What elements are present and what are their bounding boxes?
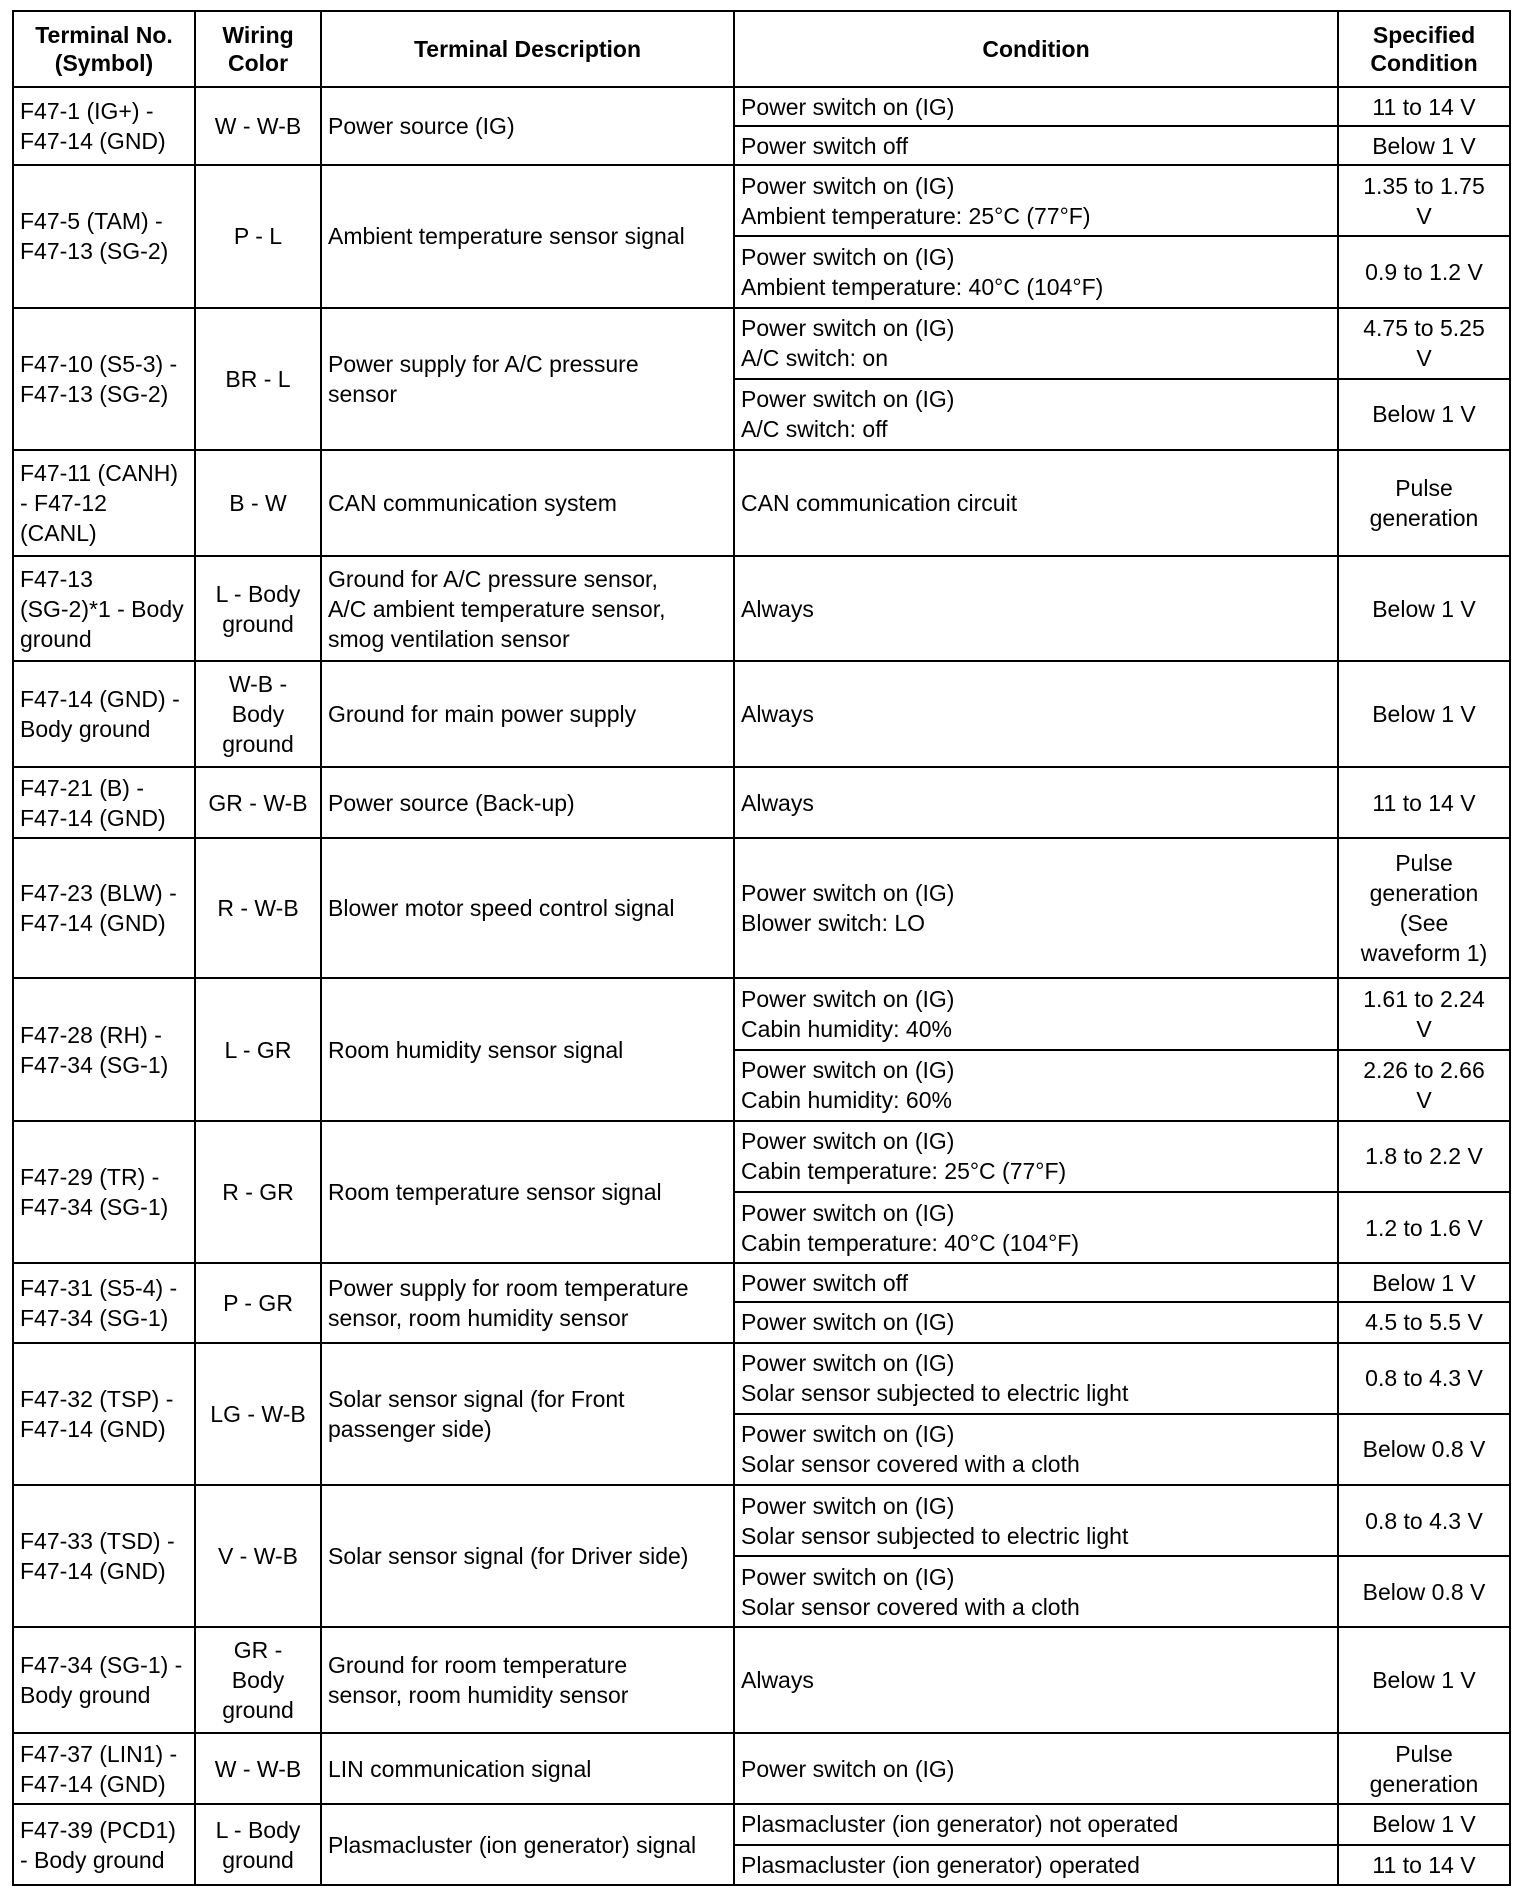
wiring-color-cell: R - W-B [195,838,321,978]
description-cell: Solar sensor signal (for Front passenger side) [321,1343,734,1485]
terminal-cell: F47-29 (TR) - F47-34 (SG-1) [13,1121,195,1263]
terminal-cell: F47-31 (S5-4) - F47-34 (SG-1) [13,1263,195,1342]
table-row [13,1121,1510,1192]
wiring-color-cell: L - GR [195,978,321,1120]
description-cell: Ground for room temperature sensor, room humidity sensor [321,1627,734,1733]
terminal-cell: F47-1 (IG+) - F47-14 (GND) [13,87,195,165]
wiring-color-cell: LG - W-B [195,1343,321,1485]
table-row [13,1804,1510,1844]
description-cell: Plasmacluster (ion generator) signal [321,1804,734,1885]
wiring-color-cell: W - W-B [195,87,321,165]
specified-condition-cell: 1.35 to 1.75 V [1338,165,1510,236]
table-row [13,165,1510,236]
condition-cell: Power switch on (IG) [734,1302,1338,1342]
wiring-color-cell: P - GR [195,1263,321,1342]
table-row [13,308,1510,379]
terminal-cell: F47-21 (B) - F47-14 (GND) [13,767,195,838]
specified-condition-cell: 2.26 to 2.66 V [1338,1050,1510,1121]
header-condition: Condition [734,11,1338,87]
wiring-color-cell: V - W-B [195,1485,321,1627]
wiring-color-cell: W - W-B [195,1733,321,1804]
terminal-cell: F47-33 (TSD) - F47-14 (GND) [13,1485,195,1627]
condition-cell: Power switch on (IG) Cabin humidity: 60% [734,1050,1338,1121]
terminal-spec-table [12,10,1511,1886]
specified-condition-cell: 0.8 to 4.3 V [1338,1343,1510,1414]
table-row [13,1263,1510,1302]
condition-cell: Always [734,1627,1338,1733]
table-row [13,450,1510,556]
wiring-color-cell: B - W [195,450,321,556]
condition-cell: Power switch on (IG) Blower switch: LO [734,838,1338,978]
specified-condition-cell: Below 1 V [1338,126,1510,165]
description-cell: Blower motor speed control signal [321,838,734,978]
condition-cell: Power switch off [734,126,1338,165]
description-cell: Ambient temperature sensor signal [321,165,734,307]
wiring-color-cell: GR - Body ground [195,1627,321,1733]
specified-condition-cell: 1.2 to 1.6 V [1338,1192,1510,1263]
condition-cell: Power switch on (IG) Solar sensor subjected to electric light [734,1485,1338,1556]
wiring-color-cell: GR - W-B [195,767,321,838]
condition-cell: Power switch off [734,1263,1338,1302]
terminal-cell: F47-13 (SG-2)*1 - Body ground [13,556,195,662]
specified-condition-cell: 4.75 to 5.25 V [1338,308,1510,379]
table-row [13,661,1510,767]
specified-condition-cell: 11 to 14 V [1338,767,1510,838]
specified-condition-cell: Below 0.8 V [1338,1414,1510,1485]
condition-cell: Power switch on (IG) Cabin temperature: 25°C (77°F) [734,1121,1338,1192]
description-cell: Power supply for room temperature sensor, room humidity sensor [321,1263,734,1342]
wiring-color-cell: L - Body ground [195,1804,321,1885]
description-cell: Ground for main power supply [321,661,734,767]
terminal-cell: F47-10 (S5-3) - F47-13 (SG-2) [13,308,195,450]
specified-condition-cell: 0.9 to 1.2 V [1338,236,1510,307]
wiring-color-cell: R - GR [195,1121,321,1263]
condition-cell: Power switch on (IG) [734,1733,1338,1804]
condition-cell: Power switch on (IG) Solar sensor covered with a cloth [734,1556,1338,1627]
wiring-color-cell: BR - L [195,308,321,450]
condition-cell: Plasmacluster (ion generator) not operated [734,1804,1338,1844]
wiring-color-cell: W-B - Body ground [195,661,321,767]
condition-cell: Power switch on (IG) Ambient temperature: 40°C (104°F) [734,236,1338,307]
specified-condition-cell: 4.5 to 5.5 V [1338,1302,1510,1342]
condition-cell: Plasmacluster (ion generator) operated [734,1845,1338,1885]
terminal-cell: F47-37 (LIN1) - F47-14 (GND) [13,1733,195,1804]
terminal-cell: F47-23 (BLW) - F47-14 (GND) [13,838,195,978]
header-specified-condition: Specified Condition [1338,11,1510,87]
specified-condition-cell: 1.8 to 2.2 V [1338,1121,1510,1192]
specified-condition-cell: Below 1 V [1338,1804,1510,1844]
header-terminal: Terminal No. (Symbol) [13,11,195,87]
terminal-cell: F47-11 (CANH) - F47-12 (CANL) [13,450,195,556]
condition-cell: Always [734,556,1338,662]
specified-condition-cell: Below 0.8 V [1338,1556,1510,1627]
terminal-cell: F47-34 (SG-1) - Body ground [13,1627,195,1733]
terminal-cell: F47-14 (GND) - Body ground [13,661,195,767]
description-cell: Power supply for A/C pressure sensor [321,308,734,450]
wiring-color-cell: P - L [195,165,321,307]
specified-condition-cell: 11 to 14 V [1338,87,1510,126]
terminal-cell: F47-5 (TAM) - F47-13 (SG-2) [13,165,195,307]
specified-condition-cell: Below 1 V [1338,661,1510,767]
terminal-cell: F47-28 (RH) - F47-34 (SG-1) [13,978,195,1120]
description-cell: LIN communication signal [321,1733,734,1804]
table-row [13,1627,1510,1733]
table-row [13,767,1510,838]
condition-cell: Power switch on (IG) Cabin humidity: 40% [734,978,1338,1049]
specified-condition-cell: 1.61 to 2.24 V [1338,978,1510,1049]
table-row [13,87,1510,126]
specified-condition-cell: Pulse generation [1338,1733,1510,1804]
description-cell: Room temperature sensor signal [321,1121,734,1263]
specified-condition-cell: Pulse generation (See waveform 1) [1338,838,1510,978]
header-description: Terminal Description [321,11,734,87]
terminal-cell: F47-39 (PCD1) - Body ground [13,1804,195,1885]
condition-cell: Power switch on (IG) [734,87,1338,126]
condition-cell: Power switch on (IG) Ambient temperature: 25°C (77°F) [734,165,1338,236]
table-row [13,1343,1510,1414]
specified-condition-cell: Below 1 V [1338,1263,1510,1302]
condition-cell: Power switch on (IG) A/C switch: on [734,308,1338,379]
table-row [13,978,1510,1049]
description-cell: Power source (Back-up) [321,767,734,838]
table-body [13,87,1510,1885]
description-cell: CAN communication system [321,450,734,556]
table-row [13,556,1510,662]
description-cell: Power source (IG) [321,87,734,165]
description-cell: Ground for A/C pressure sensor, A/C ambient temperature sensor, smog ventilation sensor [321,556,734,662]
specified-condition-cell: Pulse generation [1338,450,1510,556]
condition-cell: Always [734,767,1338,838]
condition-cell: Power switch on (IG) Solar sensor subjected to electric light [734,1343,1338,1414]
condition-cell: Power switch on (IG) Solar sensor covered with a cloth [734,1414,1338,1485]
specified-condition-cell: 0.8 to 4.3 V [1338,1485,1510,1556]
description-cell: Room humidity sensor signal [321,978,734,1120]
specified-condition-cell: Below 1 V [1338,379,1510,450]
condition-cell: Power switch on (IG) A/C switch: off [734,379,1338,450]
specified-condition-cell: Below 1 V [1338,1627,1510,1733]
terminal-spec-sheet [12,10,1509,1886]
terminal-cell: F47-32 (TSP) - F47-14 (GND) [13,1343,195,1485]
table-header-row [13,11,1510,87]
condition-cell: Power switch on (IG) Cabin temperature: 40°C (104°F) [734,1192,1338,1263]
table-row [13,1485,1510,1556]
table-row [13,1733,1510,1804]
condition-cell: CAN communication circuit [734,450,1338,556]
specified-condition-cell: 11 to 14 V [1338,1845,1510,1885]
description-cell: Solar sensor signal (for Driver side) [321,1485,734,1627]
condition-cell: Always [734,661,1338,767]
wiring-color-cell: L - Body ground [195,556,321,662]
specified-condition-cell: Below 1 V [1338,556,1510,662]
header-wiring-color: Wiring Color [195,11,321,87]
table-row [13,838,1510,978]
